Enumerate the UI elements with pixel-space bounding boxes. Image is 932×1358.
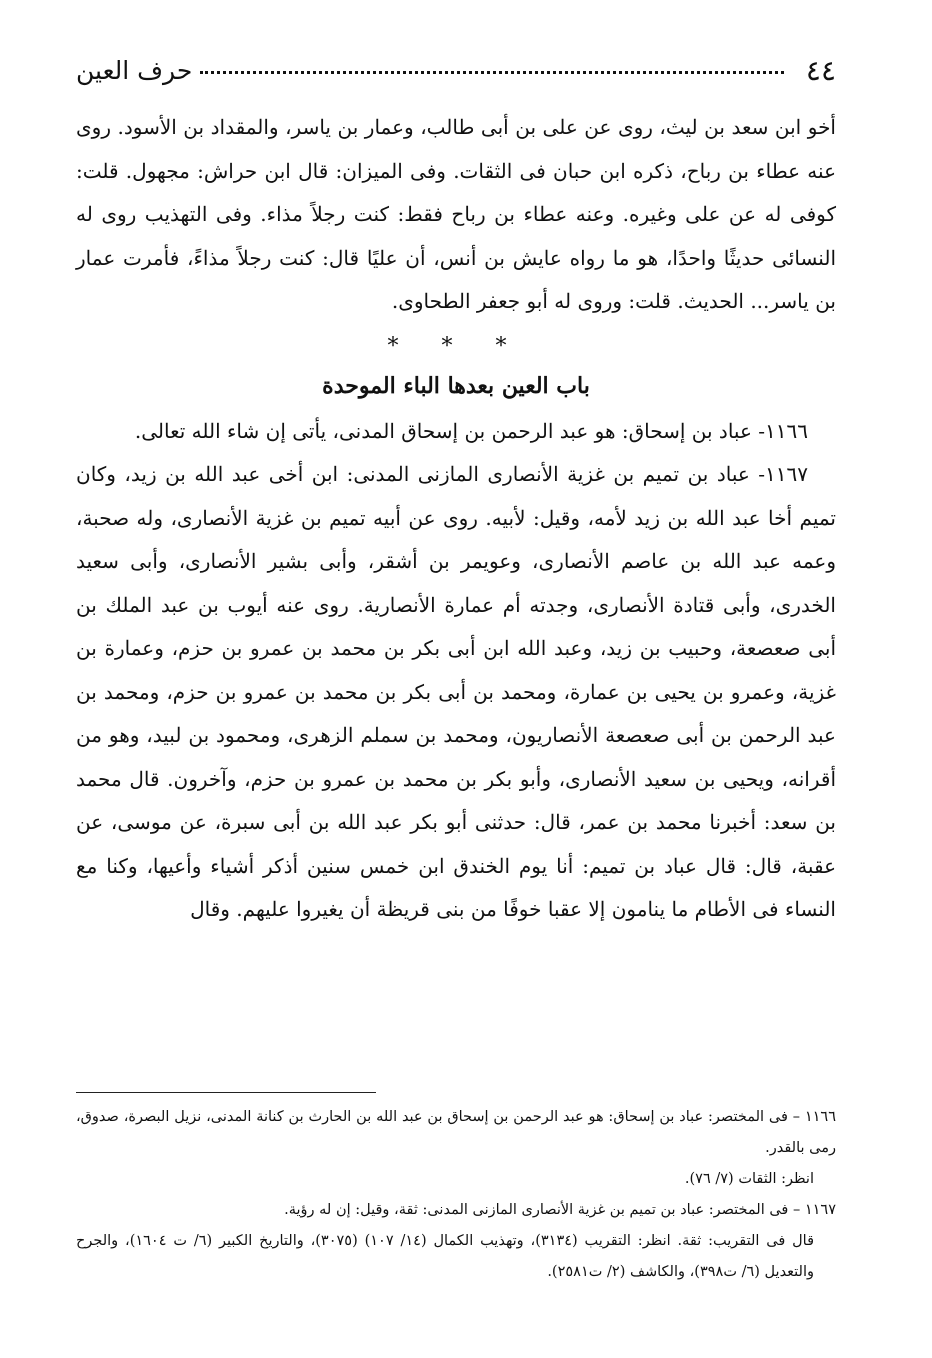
footnote-1166-reference: انظر: الثقات (٧/ ٧٦). (684, 1171, 814, 1187)
main-text (76, 106, 836, 932)
section-separator-stars: * * * (387, 333, 525, 359)
chapter-title: حرف العين (76, 55, 193, 85)
section-heading: باب العين بعدها الباء الموحدة (322, 372, 590, 399)
book-page (76, 40, 836, 1330)
entry-1167: ١١٦٧- عباد بن تميم بن غزية الأنصارى المازنى المدنى: ابن أخى عبد الله بن زيد، وكان تميم أخا عبد الله بن زيد لأمه، وقيل: لأبيه. روى عن أبيه تميم بن غزية الأنصارى، وله صحبة، وعمه عبد الله بن عاصم الأنصارى، وعويمر بن أشقر، وأبى بشير الأنصارى، وأبى سعيد الخدرى، وأبى قتادة الأنصارى، وجدته أم عمارة الأنصارية. روى عنه أيوب بن عبد الملك بن أبى صعصعة، وحبيب بن زيد، وعبد الله ابن أبى بكر بن محمد بن عمرو بن حزم، وعمارة بن غزية، وعمرو بن يحيى بن عمارة، ومحمد بن أبى بكر بن محمد بن عمرو بن حزم، ومحمد بن عبد الرحمن بن أبى صعصعة الأنصاريون، ومحمد بن سملم الزهرى، ومحمود بن لبيد، وهو من أقرانه، ويحيى بن سعيد الأنصارى، وأبو بكر بن محمد بن عمرو بن حزم، وآخرون. قال محمد بن سعد: أخبرنا محمد بن عمر، قال: حدثنى أبو بكر عبد الله بن أبى سبرة، عن موسى، عن عقبة، قال: قال عباد بن تميم: أنا يوم الخندق ابن خمس سنين أذكر أشياء وأعيها، وكنا مع النساء فى الأطام ما ينامون إلا عقبا خوفًا من بنى قريظة أن يغيروا عليهم. وقال (76, 462, 836, 921)
footnotes (76, 1102, 836, 1288)
entry-1166: ١١٦٦- عباد بن إسحاق: هو عبد الرحمن بن إسحاق المدنى، يأتى إن شاء الله تعالى. (134, 418, 808, 443)
continuation-paragraph: أخو ابن سعد بن ليث، روى عن على بن أبى طالب، وعمار بن ياسر، والمقداد بن الأسود. روى عنه عطاء بن رباح، ذكره ابن حبان فى الثقات. وفى الميزان: قال ابن حراش: مجهول. قلت: كوفى له عن على وغيره. وعنه عطاء بن رباح فقط: كنت رجلاً مذاء. وفى التهذيب روى له النسائى حديثًا واحدًا، هو ما رواه عايش بن أنس، أن عليًا قال: كنت رجلاً مذاءً، فأمرت عمار بن ياسر... الحديث. قلت: وروى له أبو جعفر الطحاوى. (76, 115, 836, 313)
footnote-divider (76, 1092, 376, 1093)
running-header (76, 50, 836, 90)
footnote-1166: ١١٦٦ – فى المختصر: عباد بن إسحاق: هو عبد الرحمن بن إسحاق بن عبد الله بن الحارث بن كنانة المدنى، نزيل البصرة، صدوق، رمى بالقدر. (76, 1109, 836, 1156)
footnote-1167-reference: قال فى التقريب: ثقة. انظر: التقريب (٣١٣٤)، وتهذيب الكمال (١٤/ ١٠٧) (٣٠٧٥)، والتاريخ الكبير (٦/ ت ١٦٠٤)، والجرح والتعديل (٦/ ت٣٩٨)، والكاشف (٢/ ت٢٥٨١). (76, 1233, 815, 1280)
footnote-1167: ١١٦٧ – فى المختصر: عباد بن تميم بن غزية الأنصارى المازنى المدنى: ثقة، وقيل: إن له رؤية. (284, 1202, 836, 1218)
page-number: ٤٤ (805, 53, 836, 87)
header-dot-leader (200, 71, 784, 74)
